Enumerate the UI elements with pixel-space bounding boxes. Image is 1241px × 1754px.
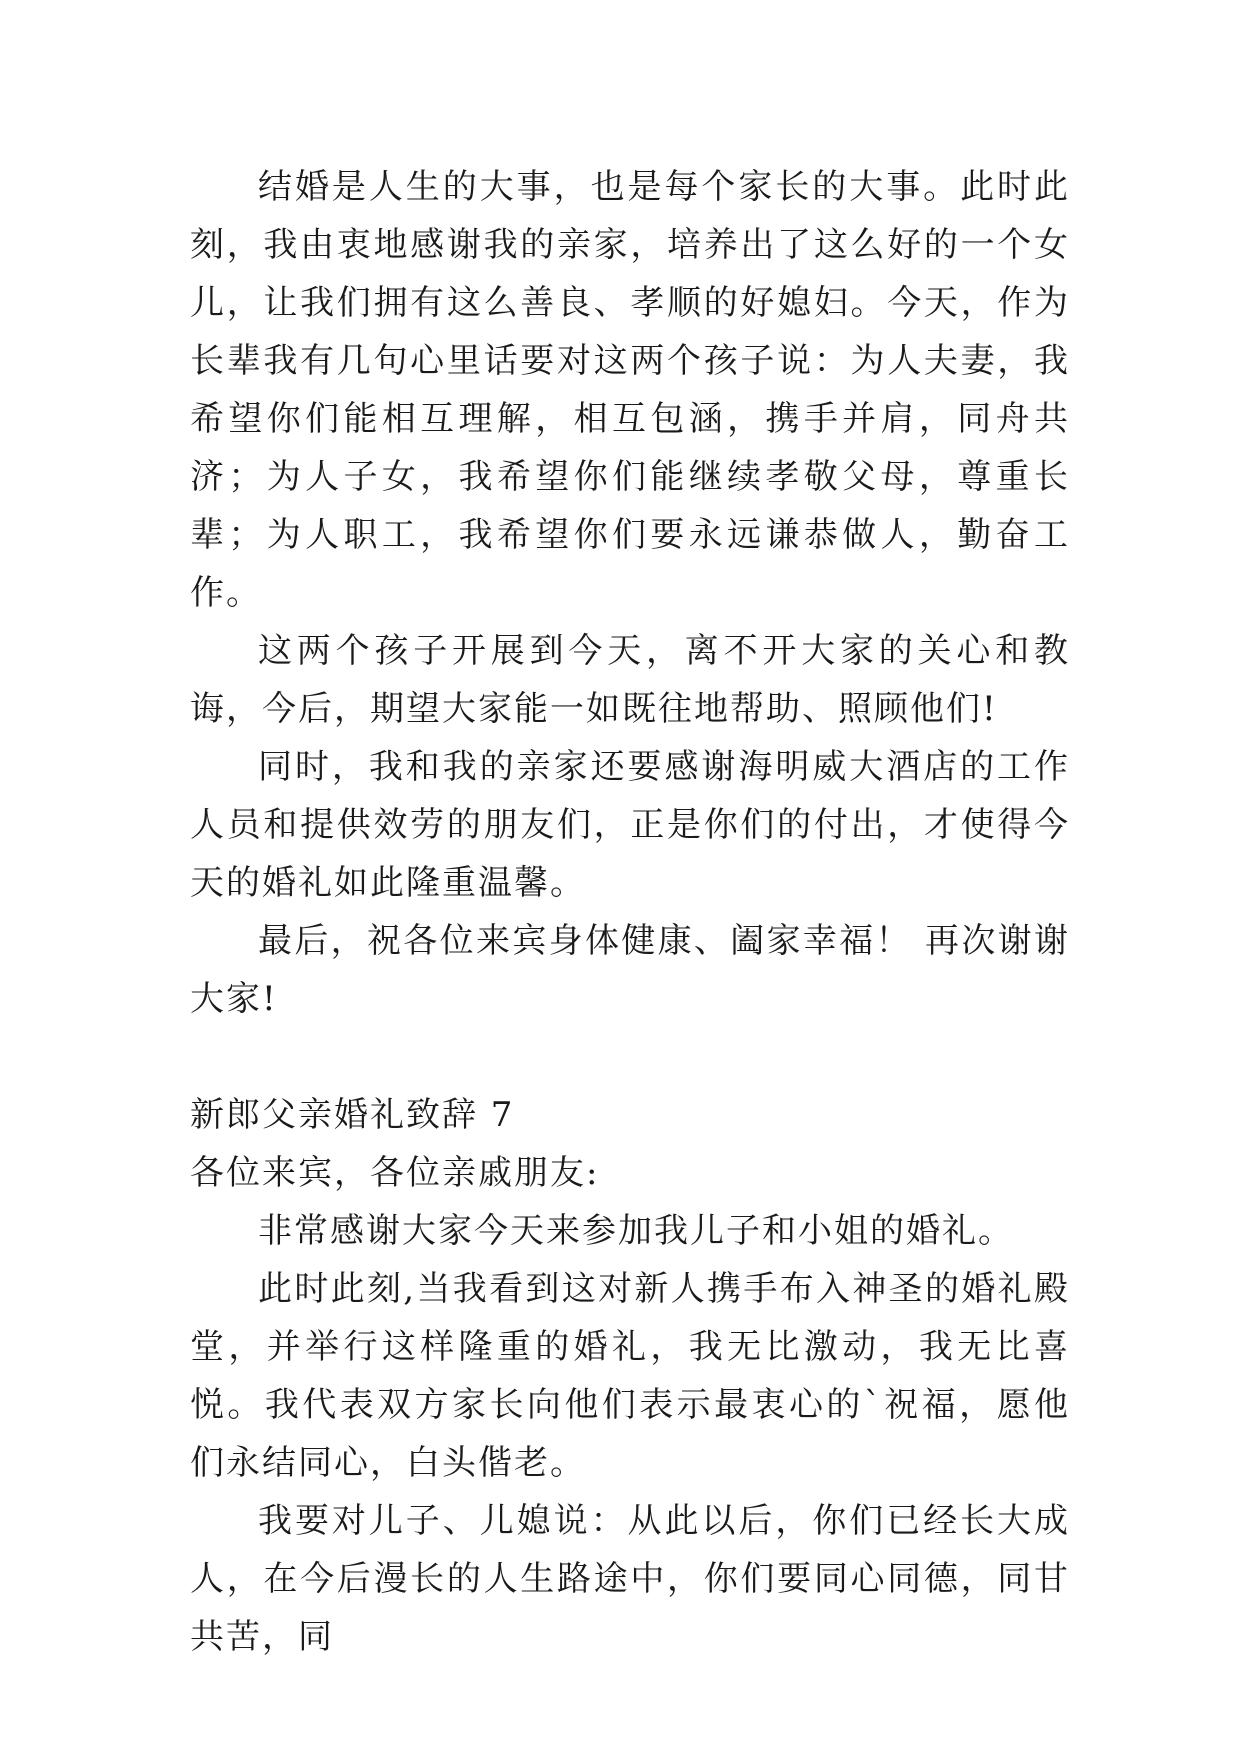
- body-paragraph: 最后，祝各位来宾身体健康、阖家幸福！ 再次谢谢大家!: [190, 921, 1070, 1019]
- section-gap: [190, 1028, 1070, 1086]
- salutation: 各位来宾，各位亲戚朋友:: [190, 1153, 600, 1193]
- section-title: 新郎父亲婚礼致辞 7: [190, 1095, 515, 1135]
- body-paragraph: 我要对儿子、儿媳说：从此以后，你们已经长大成人，在今后漫长的人生路途中，你们要同心同德，同甘共苦，同: [190, 1501, 1070, 1657]
- body-paragraph: 结婚是人生的大事，也是每个家长的大事。此时此刻，我由衷地感谢我的亲家，培养出了这么好的一个女儿，让我们拥有这么善良、孝顺的好媳妇。今天，作为长辈我有几句心里话要对这两个孩子说：为人夫妻，我希望你们能相互理解，相互包涵，携手并肩，同舟共济；为人子女，我希望你们能继续孝敬父母，尊重长辈；为人职工，我希望你们要永远谦恭做人，勤奋工作。: [190, 167, 1070, 613]
- body-paragraph: 这两个孩子开展到今天，离不开大家的关心和教诲，今后，期望大家能一如既往地帮助、照顾他们!: [190, 631, 1070, 729]
- document-body: [190, 158, 1070, 1666]
- body-paragraph: 此时此刻,当我看到这对新人携手布入神圣的婚礼殿堂，并举行这样隆重的婚礼，我无比激动，我无比喜悦。我代表双方家长向他们表示最衷心的`祝福，愿他们永结同心，白头偕老。: [190, 1269, 1070, 1483]
- body-paragraph: 同时，我和我的亲家还要感谢海明威大酒店的工作人员和提供效劳的朋友们，正是你们的付出，才使得今天的婚礼如此隆重温馨。: [190, 747, 1070, 903]
- body-paragraph: 非常感谢大家今天来参加我儿子和小姐的婚礼。: [258, 1211, 1014, 1251]
